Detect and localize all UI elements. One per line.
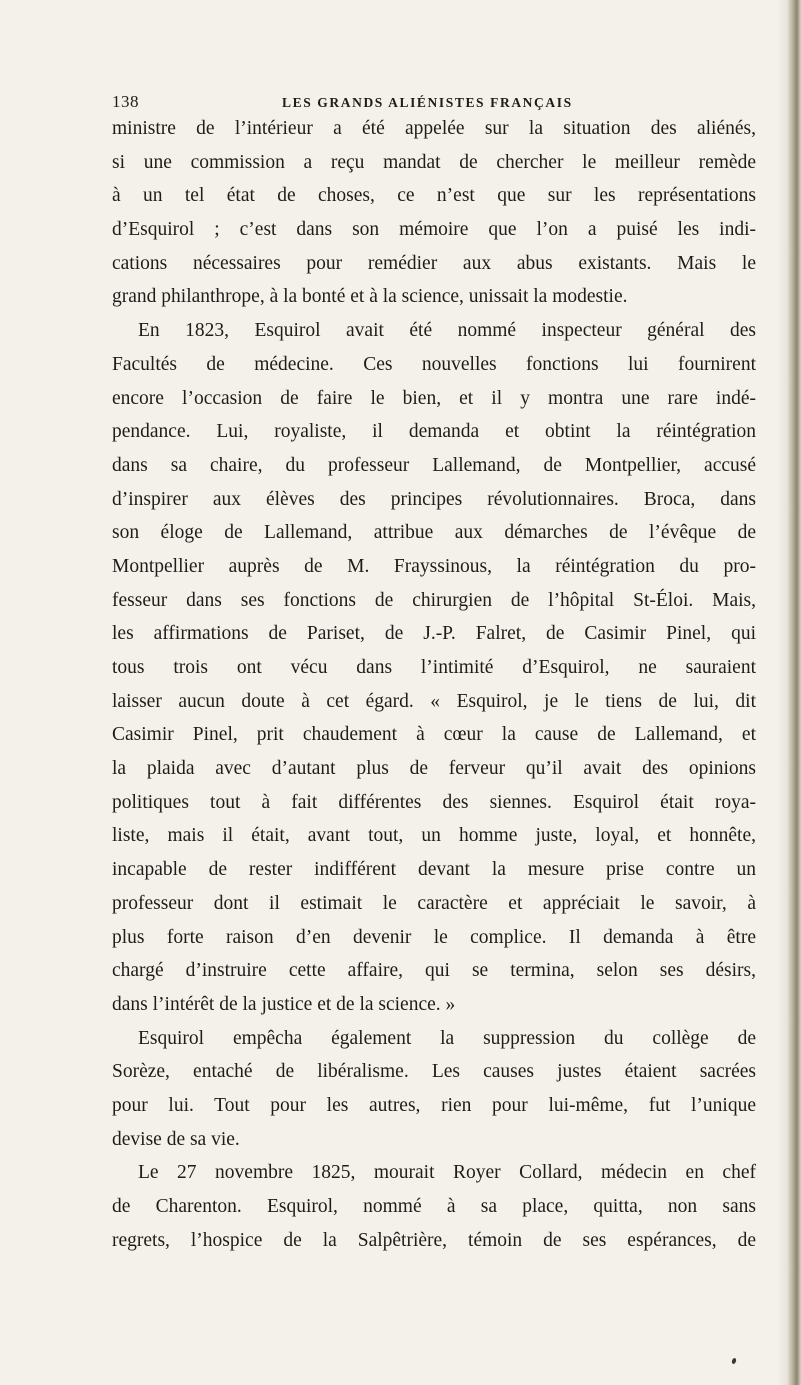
text-line: son éloge de Lallemand, attribue aux démarches de l’évêque de [112, 522, 756, 544]
text-line: grand philanthrope, à la bonté et à la science, unissait la modestie. [112, 286, 628, 308]
text-line: dans sa chaire, du professeur Lallemand, de Montpellier, accusé [112, 454, 756, 476]
text-line: d’Esquirol ; c’est dans son mémoire que l’on a puisé les indi- [112, 219, 756, 241]
text-line: Facultés de médecine. Ces nouvelles fonctions lui fournirent [112, 353, 756, 375]
text-line: liste, mais il était, avant tout, un homme juste, loyal, et honnête, [112, 825, 756, 847]
text-line: pour lui. Tout pour les autres, rien pour lui-même, fut l’unique [112, 1094, 756, 1116]
page-header [112, 92, 752, 114]
text-line: politiques tout à fait différentes des siennes. Esquirol était roya- [112, 791, 756, 813]
text-line: la plaida avec d’autant plus de ferveur qu’il avait des opinions [112, 758, 756, 780]
text-line: ministre de l’intérieur a été appelée sur la situation des aliénés, [112, 118, 756, 139]
text-line: de Charenton. Esquirol, nommé à sa place, quitta, non sans [112, 1196, 756, 1217]
text-line: fesseur dans ses fonctions de chirurgien de l’hôpital St-Éloi. Mais, [112, 589, 756, 611]
page-edge [787, 0, 801, 1385]
text-line: tous trois ont vécu dans l’intimité d’Esquirol, ne sauraient [112, 657, 756, 678]
running-head: LES GRANDS ALIÉNISTES FRANÇAIS [282, 95, 573, 110]
text-line: laisser aucun doute à cet égard. « Esquirol, je le tiens de lui, dit [112, 690, 756, 712]
text-line: dans l’intérêt de la justice et de la science. » [112, 993, 456, 1015]
text-line: professeur dont il estimait le caractère et appréciait le savoir, à [112, 892, 756, 914]
text-line: Montpellier auprès de M. Frayssinous, la réintégration du pro- [112, 555, 756, 577]
text-line: Sorèze, entaché de libéralisme. Les causes justes étaient sacrées [112, 1061, 756, 1083]
page-gutter-shadow [777, 0, 787, 1385]
text-line: cations nécessaires pour remédier aux abus existants. Mais le [112, 252, 756, 274]
text-line: chargé d’instruire cette affaire, qui se termina, selon ses désirs, [112, 960, 756, 982]
text-line: En 1823, Esquirol avait été nommé inspecteur général des [138, 320, 756, 342]
text-line: si une commission a reçu mandat de chercher le meilleur remède [112, 151, 756, 173]
text-line: d’inspirer aux élèves des principes révolutionnaires. Broca, dans [112, 488, 756, 510]
text-line: incapable de rester indifférent devant la mesure prise contre un [112, 859, 756, 881]
ink-speck [731, 1357, 737, 1364]
page-number: 138 [112, 92, 139, 111]
text-line: Le 27 novembre 1825, mourait Royer Collard, médecin en chef [138, 1162, 756, 1184]
body-text [112, 112, 756, 1257]
text-line: plus forte raison d’en devenir le complice. Il demanda à être [112, 926, 756, 948]
text-line: les affirmations de Pariset, de J.-P. Falret, de Casimir Pinel, qui [112, 623, 756, 645]
text-line: à un tel état de choses, ce n’est que sur les représentations [112, 185, 756, 207]
text-line: encore l’occasion de faire le bien, et il y montra une rare indé- [112, 387, 756, 409]
text-line: Esquirol empêcha également la suppression du collège de [138, 1027, 756, 1049]
text-line: regrets, l’hospice de la Salpêtrière, témoin de ses espérances, de [112, 1229, 756, 1251]
text-line: devise de sa vie. [112, 1128, 240, 1150]
text-line: pendance. Lui, royaliste, il demanda et obtint la réintégration [112, 421, 756, 443]
text-line: Casimir Pinel, prit chaudement à cœur la cause de Lallemand, et [112, 724, 756, 746]
